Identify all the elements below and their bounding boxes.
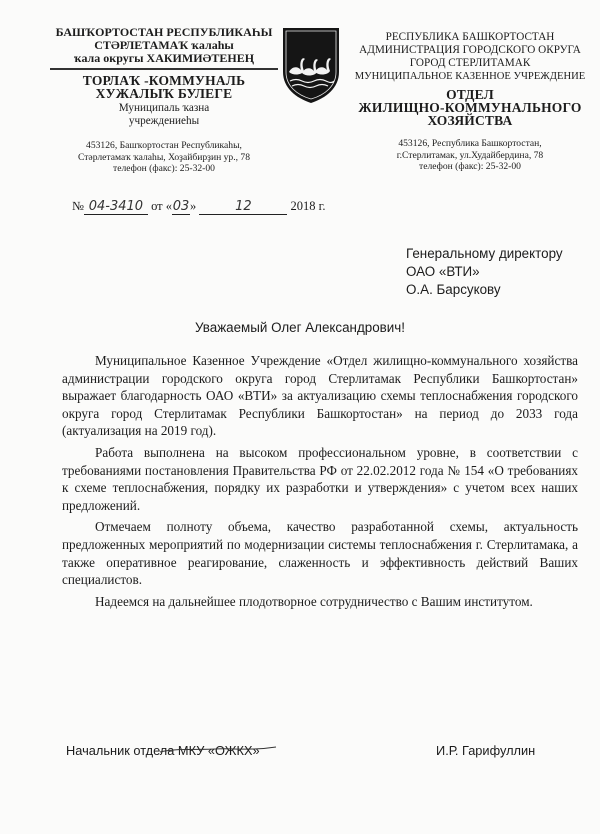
- quote-open: «: [165, 199, 172, 213]
- header-right-line3: ГОРОД СТЕРЛИТАМАК: [409, 57, 531, 69]
- header-right-line6: ЖИЛИЩНО-КОММУНАЛЬНОГО: [358, 100, 582, 115]
- recipient-line3: О.А. Барсукову: [406, 282, 501, 297]
- paragraph: Муниципальное Казенное Учреждение «Отдел жилищно-коммунального хозяйства администрации городского округа город Стерлитамак Республики Башкортостан» выражает благодарность ОАО «ВТИ» за актуализацию схемы теплоснабжения городского округа город Стерлитамак Республики Башкортостан» на период до 2033 года (актуализация на 2019 год).: [62, 353, 578, 439]
- paragraph: Работа выполнена на высоком профессиональном уровне, в соответствии с требованиями постановления Правительства РФ от 22.02.2012 года № 154 «О требованиях к схеме теплоснабжения, порядку их разработки и утверждения» с учетом всех наших предложений.: [62, 444, 578, 513]
- header-left-line6: Муниципаль ҡазна: [118, 102, 210, 114]
- paragraph: Отмечаем полноту объема, качество разработанной схемы, актуальность предложенных мероприятий по модернизации системы теплоснабжения г. Стерлитамака, а также оперативное реагирование, слаженность и эффективность действий Ваших специалистов.: [62, 519, 578, 588]
- header-left: [44, 26, 284, 175]
- recipient-line1: Генеральному директору: [406, 246, 563, 261]
- header-left-address1: 453126, Башҡортостан Республикаһы,: [86, 140, 242, 151]
- signature-position: Начальник отдела МКУ «ОЖКХ»: [66, 743, 260, 758]
- outgoing-number: 04-3410: [84, 199, 148, 215]
- header-left-address3: телефон (факс): 25-32-00: [113, 163, 215, 174]
- header-left-address2: Стәрлетамаҡ ҡалаһы, Хоҙайбирҙин ур., 78: [77, 151, 251, 163]
- header-right-address3: телефон (факс): 25-32-00: [419, 161, 521, 172]
- header-left-line2: СТӘРЛЕТАМАҠ ҡалаһы: [94, 38, 234, 52]
- header-left-line5: ХУЖАЛЫҠ БУЛЕГЕ: [95, 86, 233, 101]
- number-label: №: [72, 199, 84, 213]
- date-year: 2018 г.: [290, 199, 326, 213]
- swans-coat-of-arms-icon: [280, 26, 342, 104]
- header-right-line1: РЕСПУБЛИКА БАШКОРТОСТАН: [385, 31, 555, 43]
- date-month: 12: [199, 199, 287, 215]
- header-right-line5: ОТДЕЛ: [446, 87, 494, 102]
- handwritten-signature: [158, 738, 278, 764]
- letter-body: [62, 352, 578, 610]
- header-right-address2: г.Стерлитамак, ул.Худайбердина, 78: [396, 149, 544, 161]
- header-left-line4: ТОРЛАҠ -КОММУНАЛЬ: [82, 73, 246, 88]
- quote-close: »: [190, 199, 197, 213]
- outgoing-number-line: [72, 199, 325, 215]
- recipient-line2: ОАО «ВТИ»: [406, 264, 480, 279]
- header-right: [352, 31, 588, 173]
- date-day: 03: [172, 199, 190, 214]
- header-left-line3: ҡала округы ХАКИМИӘТЕНЕҢ: [73, 51, 255, 65]
- header-right-line4: МУНИЦИПАЛЬНОЕ КАЗЕННОЕ УЧРЕЖДЕНИЕ: [354, 71, 586, 82]
- header-right-line2: АДМИНИСТРАЦИЯ ГОРОДСКОГО ОКРУГА: [359, 44, 581, 56]
- recipient-block: [406, 245, 596, 299]
- signature-name: И.Р. Гарифуллин: [436, 743, 536, 758]
- header-left-line7: учреждениеһы: [128, 115, 200, 127]
- header-right-line7: ХОЗЯЙСТВА: [427, 113, 513, 128]
- header-right-address1: 453126, Республика Башкортостан,: [398, 138, 542, 149]
- header-left-divider: [50, 68, 278, 70]
- greeting: Уважаемый Олег Александрович!: [195, 320, 405, 335]
- paragraph: Надеемся на дальнейшее плодотворное сотрудничество с Вашим институтом.: [95, 593, 533, 609]
- header-left-line1: БАШҠОРТОСТАН РЕСПУБЛИКАҺЫ: [55, 25, 273, 39]
- date-from-label: от: [151, 199, 163, 213]
